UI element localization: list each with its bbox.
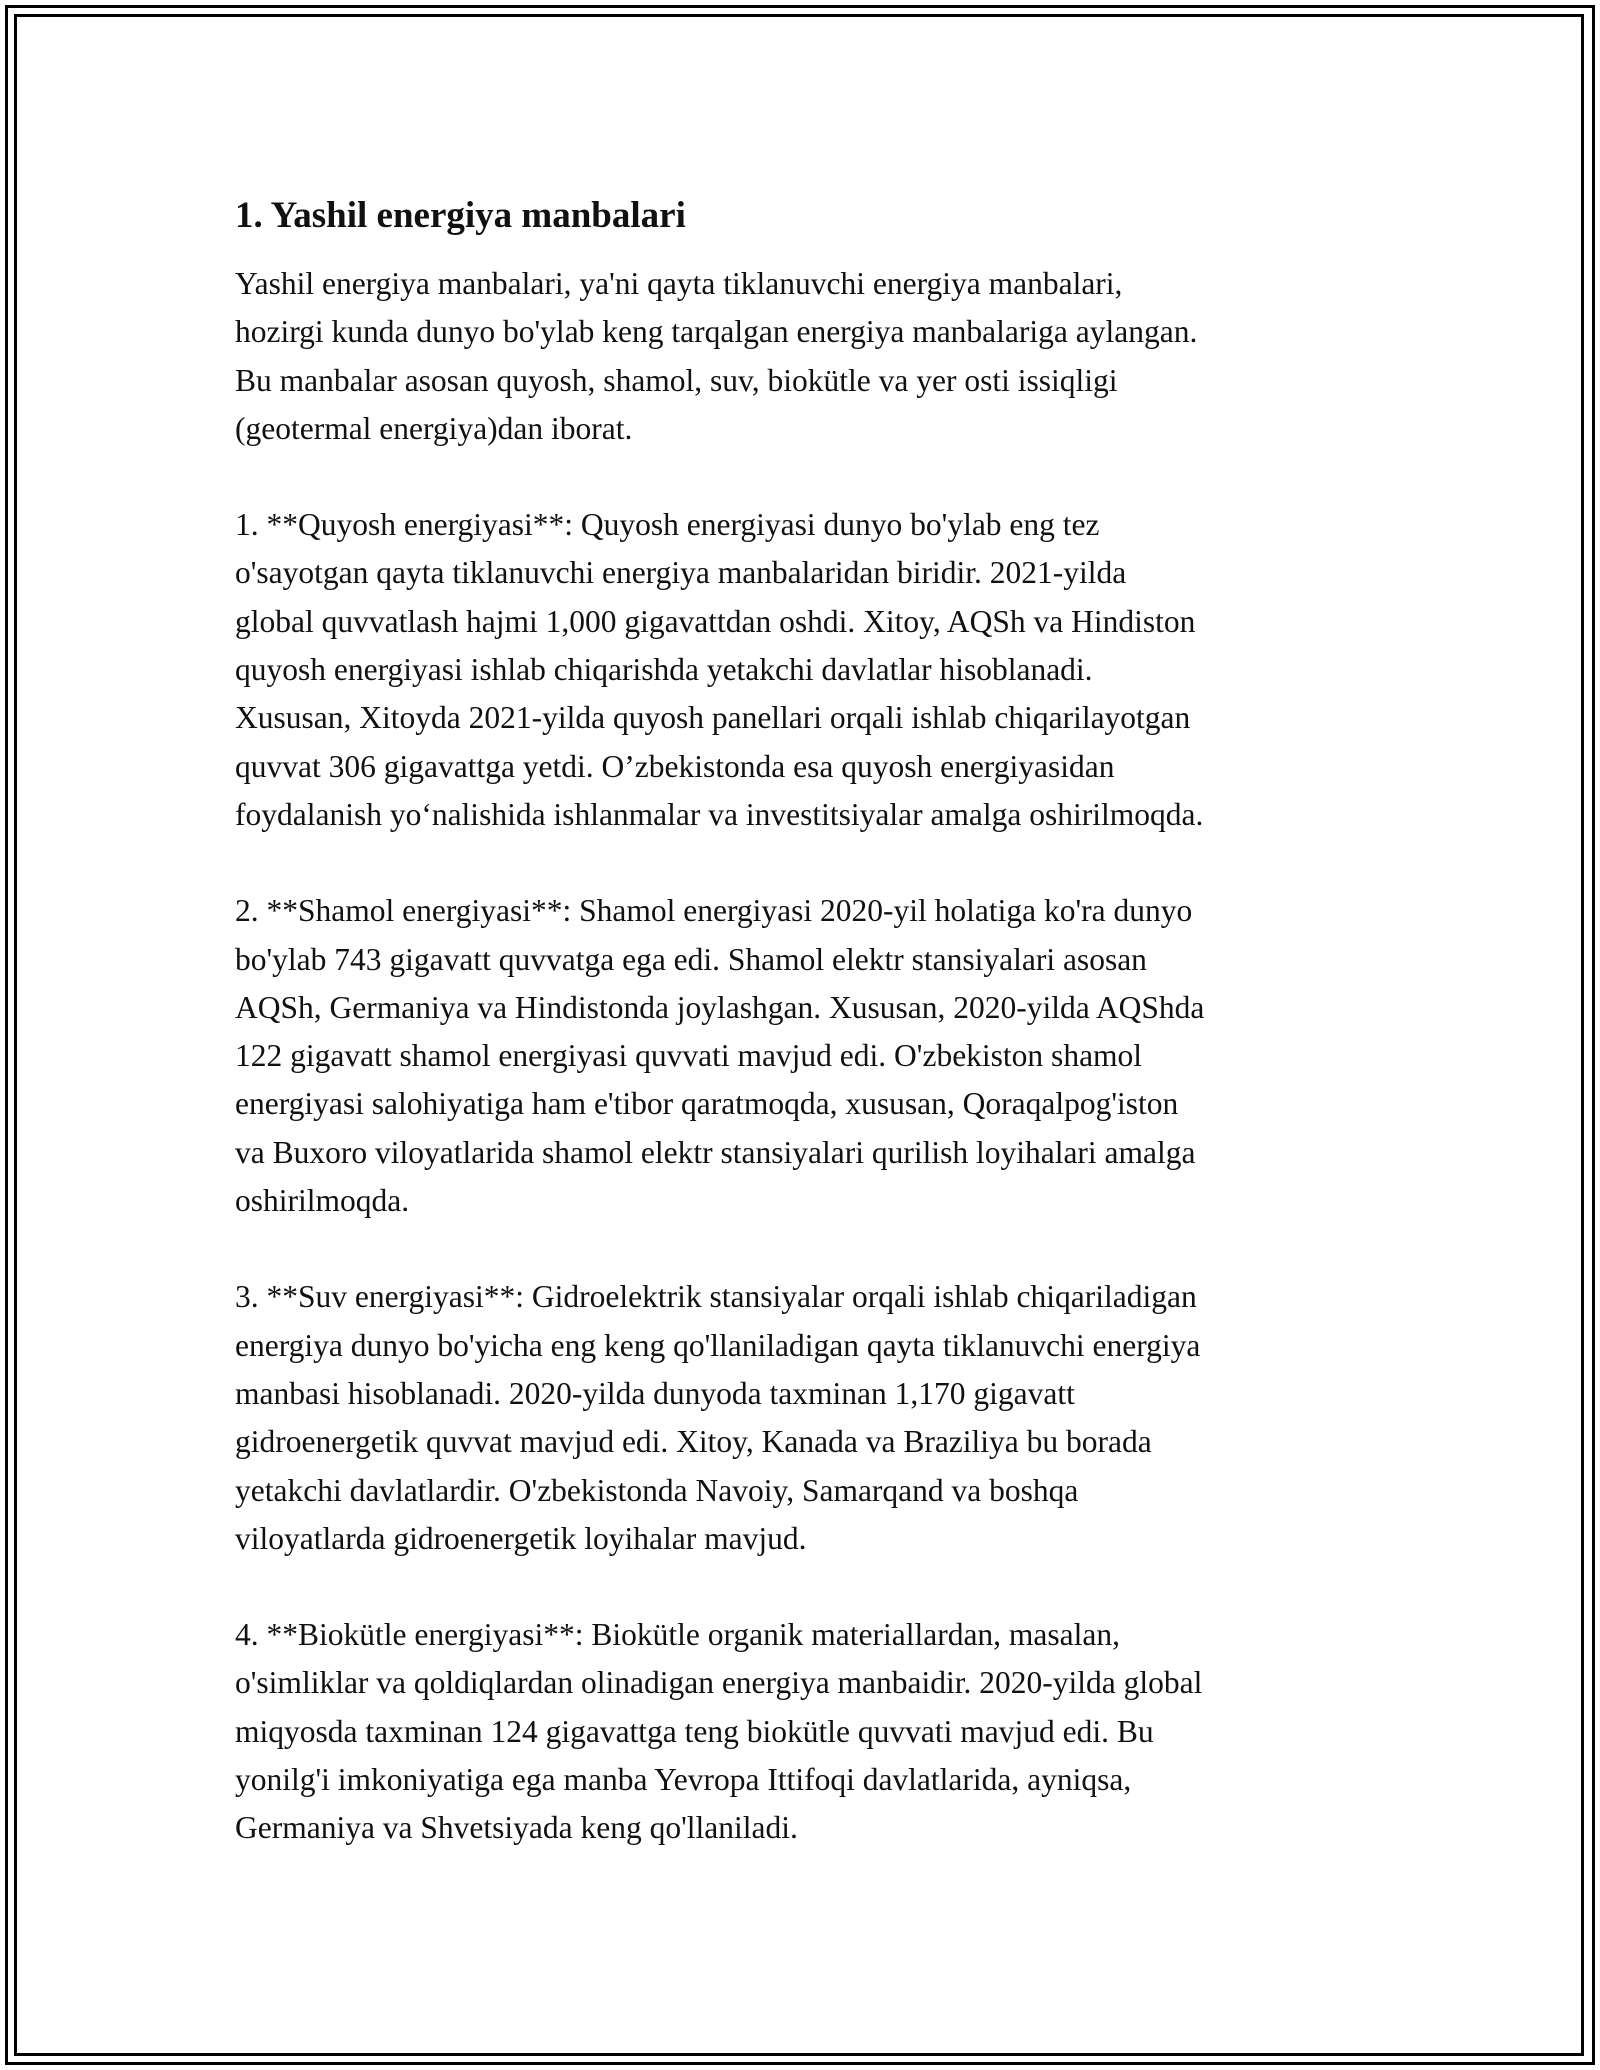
biomass-energy-paragraph: 4. **Biokütle energiyasi**: Biokütle organik materiallardan, masalan, o'simliklar va qoldiqlardan olinadigan energiya manbaidir. 2020-yilda global miqyosda taxminan 124 gigavattga teng biokütle quvvati mavjud edi. Bu yonilg'i imkoniyatiga ega manba Yevropa Ittifoqi davlatlarida, ayniqsa, Germaniya va Shvetsiyada keng qo'llaniladi. [235, 1617, 1203, 1846]
hydro-energy-paragraph: 3. **Suv energiyasi**: Gidroelektrik stansiyalar orqali ishlab chiqariladigan energiya dunyo bo'yicha eng keng qo'llaniladigan qayta tiklanuvchi energiya manbasi hisoblanadi. 2020-yilda dunyoda taxminan 1,170 gigavatt gidroenergetik quvvat mavjud edi. Xitoy, Kanada va Braziliya bu borada yetakchi davlatlardir. O'zbekistonda Navoiy, Samarqand va boshqa viloyatlarda gidroenergetik loyihalar mavjud. [235, 1279, 1201, 1556]
solar-energy-paragraph: 1. **Quyosh energiyasi**: Quyosh energiyasi dunyo bo'ylab eng tez o'sayotgan qayta tiklanuvchi energiya manbalaridan biridir. 2021-yilda global quvvatlash hajmi 1,000 gigavattdan oshdi. Xitoy, AQSh va Hindiston quyosh energiyasi ishlab chiqarishda yetakchi davlatlar hisoblanadi. Xususan, Xitoyda 2021-yilda quyosh panellari orqali ishlab chiqarilayotgan quvvat 306 gigavattga yetdi. O’zbekistonda esa quyosh energiyasidan foydalanish yo‘nalishida ishlanmalar va investitsiyalar amalga oshirilmoqda. [235, 507, 1204, 832]
section-heading: 1. Yashil energiya manbalari [235, 195, 686, 236]
wind-energy-paragraph: 2. **Shamol energiyasi**: Shamol energiyasi 2020-yil holatiga ko'ra dunyo bo'ylab 743 gigavatt quvvatga ega edi. Shamol elektr stansiyalari asosan AQSh, Germaniya va Hindistonda joylashgan. Xususan, 2020-yilda AQShda 122 gigavatt shamol energiyasi quvvati mavjud edi. O'zbekiston shamol energiyasi salohiyatiga ham e'tibor qaratmoqda, xususan, Qoraqalpog'iston va Buxoro viloyatlarida shamol elektr stansiyalari qurilish loyihalari amalga oshirilmoqda. [235, 893, 1205, 1219]
intro-paragraph: Yashil energiya manbalari, ya'ni qayta tiklanuvchi energiya manbalari, hozirgi kunda dunyo bo'ylab keng tarqalgan energiya manbalariga aylangan. Bu manbalar asosan quyosh, shamol, suv, biokütle va yer osti issiqligi (geotermal energiya)dan iborat. [235, 266, 1198, 446]
document-body [235, 188, 1375, 1853]
